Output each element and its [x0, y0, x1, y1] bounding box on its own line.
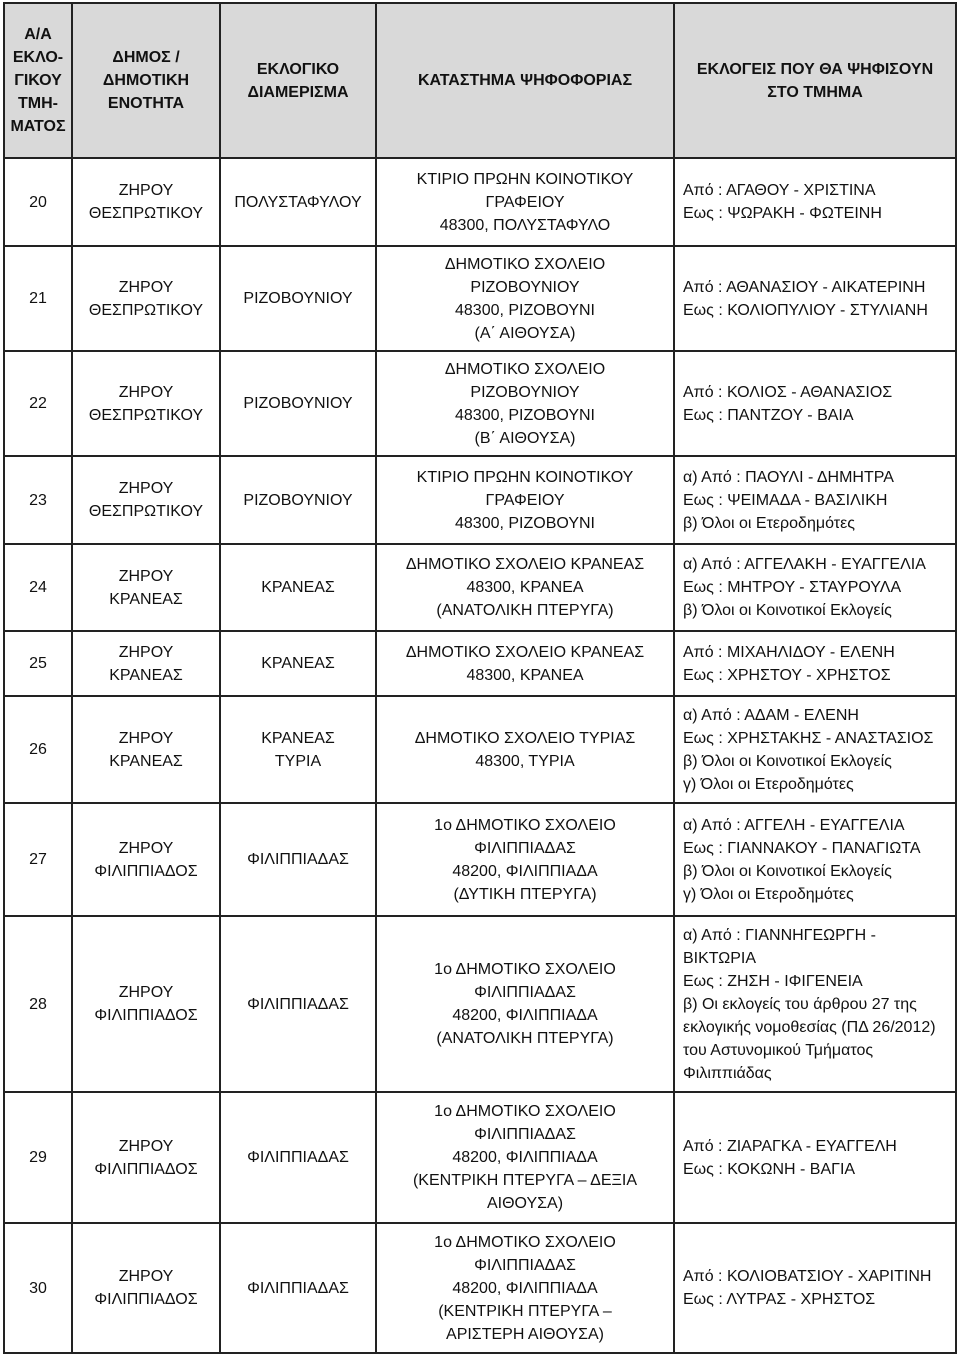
polling-station-cell-line: ΓΡΑΦΕΙΟΥ — [485, 193, 565, 211]
voters-cell — [674, 803, 956, 916]
municipality-cell-line: ΦΙΛΙΠΠΙΑΔΟΣ — [94, 1007, 198, 1024]
municipality-cell — [72, 696, 220, 803]
municipality-cell — [72, 246, 220, 351]
polling-station-cell-line: 48200, ΦΙΛΙΠΠΙΑΔΑ — [452, 1149, 598, 1166]
municipality-cell-line: ΖΗΡΟΥ — [118, 182, 174, 199]
header-line: ΔΗΜΟΤΙΚΗ — [102, 72, 190, 89]
header-line: Α/Α — [24, 26, 52, 43]
electoral-district-cell-line: ΡΙΖΟΒΟΥΝΙΟΥ — [243, 395, 353, 412]
voters-cell-line: Από : ΚΟΛΙΟΒΑΤΣΙΟΥ - ΧΑΡΙΤΙΝΗ — [683, 1268, 932, 1285]
section-number-cell: 29 — [4, 1092, 72, 1223]
voters-cell-line: Από : ΑΘΑΝΑΣΙΟΥ - ΑΙΚΑΤΕΡΙΝΗ — [683, 278, 926, 296]
table-row — [4, 1223, 956, 1353]
polling-station-cell-line: 48200, ΦΙΛΙΠΠΙΑΔΑ — [452, 1279, 598, 1297]
voters-cell — [674, 1223, 956, 1353]
table-row — [4, 631, 956, 696]
municipality-cell — [72, 544, 220, 631]
electoral-district-cell-line: ΚΡΑΝΕΑΣ — [261, 655, 335, 672]
table-body — [4, 158, 956, 1353]
electoral-district-cell-line: ΦΙΛΙΠΠΙΑΔΑΣ — [247, 851, 349, 868]
polling-station-cell-line: 1ο ΔΗΜΟΤΙΚΟ ΣΧΟΛΕΙΟ — [434, 1233, 616, 1251]
polling-station-cell-line: (Β΄ ΑΙΘΟΥΣΑ) — [474, 429, 576, 447]
polling-station-cell-line: (ΔΥΤΙΚΗ ΠΤΕΡΥΓΑ) — [453, 885, 597, 903]
voters-cell-line: α) Από : ΑΓΓΕΛΗ - ΕΥΑΓΓΕΛΙΑ — [683, 816, 905, 834]
voters-cell-line: α) Από : ΑΓΓΕΛΑΚΗ - ΕΥΑΓΓΕΛΙΑ — [683, 556, 926, 573]
header-line: ΤΜΗ- — [18, 95, 58, 112]
polling-station-cell-line: ΓΡΑΦΕΙΟΥ — [485, 491, 565, 509]
header-electoral-district — [220, 3, 376, 158]
header-line: ΜΑΤΟΣ — [10, 118, 66, 135]
table-row — [4, 246, 956, 351]
polling-station-cell — [376, 1092, 674, 1223]
polling-station-cell-line: ΦΙΛΙΠΠΙΑΔΑΣ — [474, 984, 576, 1001]
voters-cell-line: β) Όλοι οι Κοινοτικοί Εκλογείς — [683, 752, 892, 770]
table-row — [4, 158, 956, 246]
table-row — [4, 696, 956, 803]
electoral-district-cell — [220, 803, 376, 916]
municipality-cell-line: ΖΗΡΟΥ — [118, 383, 174, 401]
municipality-cell-line: ΖΗΡΟΥ — [118, 1268, 174, 1285]
municipality-cell — [72, 631, 220, 696]
voters-cell-line: Από : ΖΙΑΡΑΓΚΑ - ΕΥΑΓΓΕΛΗ — [683, 1137, 897, 1155]
polling-station-cell-line: 1ο ΔΗΜΟΤΙΚΟ ΣΧΟΛΕΙΟ — [434, 816, 616, 834]
header-section-number — [4, 3, 72, 158]
voters-cell-line: β) Όλοι οι Ετεροδημότες — [683, 514, 855, 532]
polling-station-cell-line: (ΑΝΑΤΟΛΙΚΗ ΠΤΕΡΥΓΑ) — [436, 602, 614, 619]
electoral-district-cell — [220, 456, 376, 544]
polling-station-cell-line: 48300, ΡΙΖΟΒΟΥΝΙ — [455, 514, 595, 532]
municipality-cell-line: ΘΕΣΠΡΩΤΙΚΟΥ — [88, 205, 204, 222]
polling-station-cell-line: 48300, ΚΡΑΝΕΑ — [466, 579, 584, 596]
header-line: ΕΚΛΟ- — [12, 49, 64, 66]
voters-cell — [674, 158, 956, 246]
electoral-district-cell-line: ΠΟΛΥΣΤΑΦΥΛΟΥ — [234, 193, 362, 211]
polling-station-cell — [376, 696, 674, 803]
polling-station-cell-line: ΡΙΖΟΒΟΥΝΙΟΥ — [470, 383, 580, 401]
polling-station-cell — [376, 916, 674, 1092]
polling-station-cell — [376, 803, 674, 916]
header-polling-station — [376, 3, 674, 158]
voters-cell-line: του Αστυνομικού Τμήματος — [683, 1041, 874, 1059]
header-line: ΣΤΟ ΤΜΗΜΑ — [767, 83, 863, 101]
electoral-district-cell — [220, 158, 376, 246]
voters-cell-line: Εως : ΜΗΤΡΟΥ - ΣΤΑΥΡΟΥΛΑ — [683, 579, 902, 596]
section-number-cell: 25 — [4, 631, 72, 696]
polling-station-cell-line: ΦΙΛΙΠΠΙΑΔΑΣ — [474, 839, 576, 857]
voters-cell-line: Εως : ΠΑΝΤΖΟΥ - ΒΑΙΑ — [683, 406, 854, 424]
voters-cell-line: α) Από : ΓΙΑΝΝΗΓΕΩΡΓΗ - — [683, 926, 876, 944]
polling-station-cell-line: ΔΗΜΟΤΙΚΟ ΣΧΟΛΕΙΟ ΤΥΡΙΑΣ — [414, 729, 636, 747]
municipality-cell — [72, 1223, 220, 1353]
table-row — [4, 351, 956, 456]
section-number-cell: 23 — [4, 456, 72, 544]
voters-cell-line: Εως : ΧΡΗΣΤΑΚΗΣ - ΑΝΑΣΤΑΣΙΟΣ — [683, 729, 934, 747]
municipality-cell — [72, 158, 220, 246]
municipality-cell-line: ΖΗΡΟΥ — [118, 643, 174, 661]
electoral-district-cell — [220, 696, 376, 803]
polling-station-cell-line: 48300, ΤΥΡΙΑ — [475, 752, 575, 770]
polling-station-cell-line: ΔΗΜΟΤΙΚΟ ΣΧΟΛΕΙΟ ΚΡΑΝΕΑΣ — [405, 556, 645, 573]
electoral-district-cell — [220, 351, 376, 456]
municipality-cell-line: ΘΕΣΠΡΩΤΙΚΟΥ — [88, 301, 204, 319]
polling-station-cell-line: 48200, ΦΙΛΙΠΠΙΑΔΑ — [452, 862, 598, 880]
municipality-cell-line: ΦΙΛΙΠΠΙΑΔΟΣ — [94, 1160, 198, 1178]
header-line: ΕΚΛΟΓΙΚΟ — [256, 60, 340, 78]
voters-cell-line: Από : ΜΙΧΑΗΛΙΔΟΥ - ΕΛΕΝΗ — [683, 643, 895, 661]
municipality-cell-line: ΖΗΡΟΥ — [118, 278, 174, 296]
municipality-cell-line: ΖΗΡΟΥ — [118, 984, 174, 1001]
polling-station-cell — [376, 351, 674, 456]
polling-station-cell — [376, 456, 674, 544]
electoral-district-cell-line: ΚΡΑΝΕΑΣ — [261, 579, 335, 596]
voters-cell — [674, 1092, 956, 1223]
polling-station-cell-line: ΡΙΖΟΒΟΥΝΙΟΥ — [470, 278, 580, 296]
voters-cell — [674, 696, 956, 803]
municipality-cell-line: ΘΕΣΠΡΩΤΙΚΟΥ — [88, 503, 204, 520]
header-line: ΚΑΤΑΣΤΗΜΑ ΨΗΦΟΦΟΡΙΑΣ — [417, 72, 633, 89]
section-number-cell: 28 — [4, 916, 72, 1092]
section-number-cell: 27 — [4, 803, 72, 916]
header-municipality — [72, 3, 220, 158]
polling-station-cell-line: (ΑΝΑΤΟΛΙΚΗ ΠΤΕΡΥΓΑ) — [436, 1030, 614, 1047]
polling-station-cell-line: (Α΄ ΑΙΘΟΥΣΑ) — [474, 324, 576, 342]
polling-station-cell-line: 1ο ΔΗΜΟΤΙΚΟ ΣΧΟΛΕΙΟ — [434, 1103, 616, 1120]
section-number-cell: 21 — [4, 246, 72, 351]
voters-cell — [674, 456, 956, 544]
polling-station-cell-line: ΑΡΙΣΤΕΡΗ ΑΙΘΟΥΣΑ) — [446, 1325, 604, 1343]
voters-cell-line: Εως : ΚΟΛΙΟΠΥΛΙΟΥ - ΣΤΥΛΙΑΝΗ — [683, 301, 928, 319]
voters-cell-line: εκλογικής νομοθεσίας (ΠΔ 26/2012) — [683, 1018, 936, 1036]
voters-cell-line: γ) Όλοι οι Ετεροδημότες — [683, 775, 854, 793]
electoral-district-cell — [220, 1223, 376, 1353]
polling-station-cell-line: (ΚΕΝΤΡΙΚΗ ΠΤΕΡΥΓΑ – — [438, 1302, 612, 1320]
polling-station-cell-line: ΔΗΜΟΤΙΚΟ ΣΧΟΛΕΙΟ ΚΡΑΝΕΑΣ — [405, 643, 645, 661]
voters-cell-line: α) Από : ΑΔΑΜ - ΕΛΕΝΗ — [683, 706, 859, 724]
header-line: ΔΗΜΟΣ / — [112, 49, 180, 66]
electoral-district-cell-line: ΡΙΖΟΒΟΥΝΙΟΥ — [243, 491, 353, 509]
header-line: ΔΙΑΜΕΡΙΣΜΑ — [247, 83, 349, 101]
table-row — [4, 803, 956, 916]
voters-cell-line: β) Όλοι οι Κοινοτικοί Εκλογείς — [683, 862, 892, 880]
voters-cell-line: Από : ΚΟΛΙΟΣ - ΑΘΑΝΑΣΙΟΣ — [683, 383, 893, 401]
municipality-cell — [72, 916, 220, 1092]
voters-cell — [674, 544, 956, 631]
municipality-cell-line: ΖΗΡΟΥ — [118, 1137, 174, 1155]
polling-station-cell — [376, 544, 674, 631]
electoral-district-cell — [220, 544, 376, 631]
polling-station-cell-line: 48200, ΦΙΛΙΠΠΙΑΔΑ — [452, 1007, 598, 1024]
voters-cell-line: Εως : ΨΕΙΜΑΔΑ - ΒΑΣΙΛΙΚΗ — [683, 491, 888, 509]
polling-station-cell-line: 48300, ΡΙΖΟΒΟΥΝΙ — [455, 301, 595, 319]
municipality-cell-line: ΖΗΡΟΥ — [118, 839, 174, 857]
voters-cell-line: α) Από : ΠΑΟΥΛΙ - ΔΗΜΗΤΡΑ — [683, 468, 894, 486]
header-row — [4, 3, 956, 158]
header-voters — [674, 3, 956, 158]
header-line: ΓΙΚΟΥ — [14, 72, 62, 89]
polling-stations-table — [3, 2, 957, 1354]
table-row — [4, 456, 956, 544]
municipality-cell-line: ΖΗΡΟΥ — [118, 567, 174, 585]
polling-station-cell-line: (ΚΕΝΤΡΙΚΗ ΠΤΕΡΥΓΑ – ΔΕΞΙΑ — [412, 1172, 638, 1189]
electoral-district-cell-line: ΦΙΛΙΠΠΙΑΔΑΣ — [247, 1279, 349, 1297]
electoral-district-cell-line: ΦΙΛΙΠΠΙΑΔΑΣ — [247, 995, 349, 1013]
municipality-cell-line: ΚΡΑΝΕΑΣ — [109, 752, 183, 770]
section-number-cell: 22 — [4, 351, 72, 456]
polling-station-cell-line: ΚΤΙΡΙΟ ΠΡΩΗΝ ΚΟΙΝΟΤΙΚΟΥ — [416, 468, 634, 486]
table-row — [4, 916, 956, 1092]
section-number-cell: 26 — [4, 696, 72, 803]
header-line: ΕΚΛΟΓΕΙΣ ΠΟΥ ΘΑ ΨΗΦΙΣΟΥΝ — [696, 60, 934, 78]
polling-station-cell — [376, 158, 674, 246]
section-number-cell: 24 — [4, 544, 72, 631]
electoral-district-cell-line: ΤΥΡΙΑ — [274, 752, 322, 770]
municipality-cell-line: ΖΗΡΟΥ — [118, 480, 174, 497]
municipality-cell-line: ΦΙΛΙΠΠΙΑΔΟΣ — [94, 862, 198, 880]
municipality-cell — [72, 456, 220, 544]
polling-station-cell-line: ΑΙΘΟΥΣΑ) — [486, 1195, 564, 1212]
polling-station-cell-line: 48300, ΡΙΖΟΒΟΥΝΙ — [455, 406, 595, 424]
table-row — [4, 544, 956, 631]
voters-cell — [674, 916, 956, 1092]
polling-station-cell-line: ΦΙΛΙΠΠΙΑΔΑΣ — [474, 1256, 576, 1274]
voters-cell-line: Εως : ΖΗΣΗ - ΙΦΙΓΕΝΕΙΑ — [683, 972, 863, 990]
voters-cell-line: Εως : ΛΥΤΡΑΣ - ΧΡΗΣΤΟΣ — [683, 1291, 876, 1308]
polling-station-cell — [376, 246, 674, 351]
municipality-cell — [72, 803, 220, 916]
electoral-district-cell-line: ΦΙΛΙΠΠΙΑΔΑΣ — [247, 1149, 349, 1166]
voters-cell — [674, 631, 956, 696]
polling-station-cell-line: ΦΙΛΙΠΠΙΑΔΑΣ — [474, 1126, 576, 1143]
electoral-district-cell-line: ΡΙΖΟΒΟΥΝΙΟΥ — [243, 290, 353, 307]
voters-cell-line: Εως : ΧΡΗΣΤΟΥ - ΧΡΗΣΤΟΣ — [683, 666, 891, 684]
voters-cell-line: β) Οι εκλογείς του άρθρου 27 της — [683, 995, 917, 1013]
municipality-cell-line: ΘΕΣΠΡΩΤΙΚΟΥ — [88, 406, 204, 424]
voters-cell-line: Εως : ΚΟΚΩΝΗ - ΒΑΓΙΑ — [683, 1160, 856, 1178]
municipality-cell-line: ΚΡΑΝΕΑΣ — [109, 666, 183, 684]
municipality-cell — [72, 351, 220, 456]
voters-cell-line: Φιλιππιάδας — [683, 1064, 772, 1082]
polling-station-cell-line: ΔΗΜΟΤΙΚΟ ΣΧΟΛΕΙΟ — [444, 255, 606, 273]
polling-station-cell-line: 1ο ΔΗΜΟΤΙΚΟ ΣΧΟΛΕΙΟ — [434, 961, 616, 978]
voters-cell — [674, 246, 956, 351]
municipality-cell-line: ΦΙΛΙΠΠΙΑΔΟΣ — [94, 1291, 198, 1308]
electoral-district-cell — [220, 246, 376, 351]
municipality-cell-line: ΚΡΑΝΕΑΣ — [109, 590, 183, 608]
polling-station-cell — [376, 1223, 674, 1353]
electoral-district-cell — [220, 631, 376, 696]
polling-station-cell-line: 48300, ΚΡΑΝΕΑ — [466, 666, 584, 684]
polling-station-cell-line: ΚΤΙΡΙΟ ΠΡΩΗΝ ΚΟΙΝΟΤΙΚΟΥ — [416, 170, 634, 188]
municipality-cell — [72, 1092, 220, 1223]
section-number-cell: 20 — [4, 158, 72, 246]
polling-station-cell-line: ΔΗΜΟΤΙΚΟ ΣΧΟΛΕΙΟ — [444, 360, 606, 378]
voters-cell-line: Εως : ΓΙΑΝΝΑΚΟΥ - ΠΑΝΑΓΙΩΤΑ — [683, 839, 921, 857]
municipality-cell-line: ΖΗΡΟΥ — [118, 729, 174, 747]
voters-cell — [674, 351, 956, 456]
electoral-district-cell — [220, 1092, 376, 1223]
electoral-district-cell-line: ΚΡΑΝΕΑΣ — [261, 729, 335, 747]
table-row — [4, 1092, 956, 1223]
voters-cell-line: Από : ΑΓΑΘΟΥ - ΧΡΙΣΤΙΝΑ — [683, 182, 876, 199]
voters-cell-line: γ) Όλοι οι Ετεροδημότες — [683, 885, 854, 903]
header-line: ΕΝΟΤΗΤΑ — [107, 95, 185, 112]
voters-cell-line: Εως : ΨΩΡΑΚΗ - ΦΩΤΕΙΝΗ — [683, 205, 882, 222]
polling-station-cell-line: 48300, ΠΟΛΥΣΤΑΦΥΛΟ — [439, 216, 611, 234]
electoral-district-cell — [220, 916, 376, 1092]
voters-cell-line: β) Όλοι οι Κοινοτικοί Εκλογείς — [683, 602, 892, 619]
polling-station-cell — [376, 631, 674, 696]
section-number-cell: 30 — [4, 1223, 72, 1353]
voters-cell-line: ΒΙΚΤΩΡΙΑ — [683, 949, 757, 967]
